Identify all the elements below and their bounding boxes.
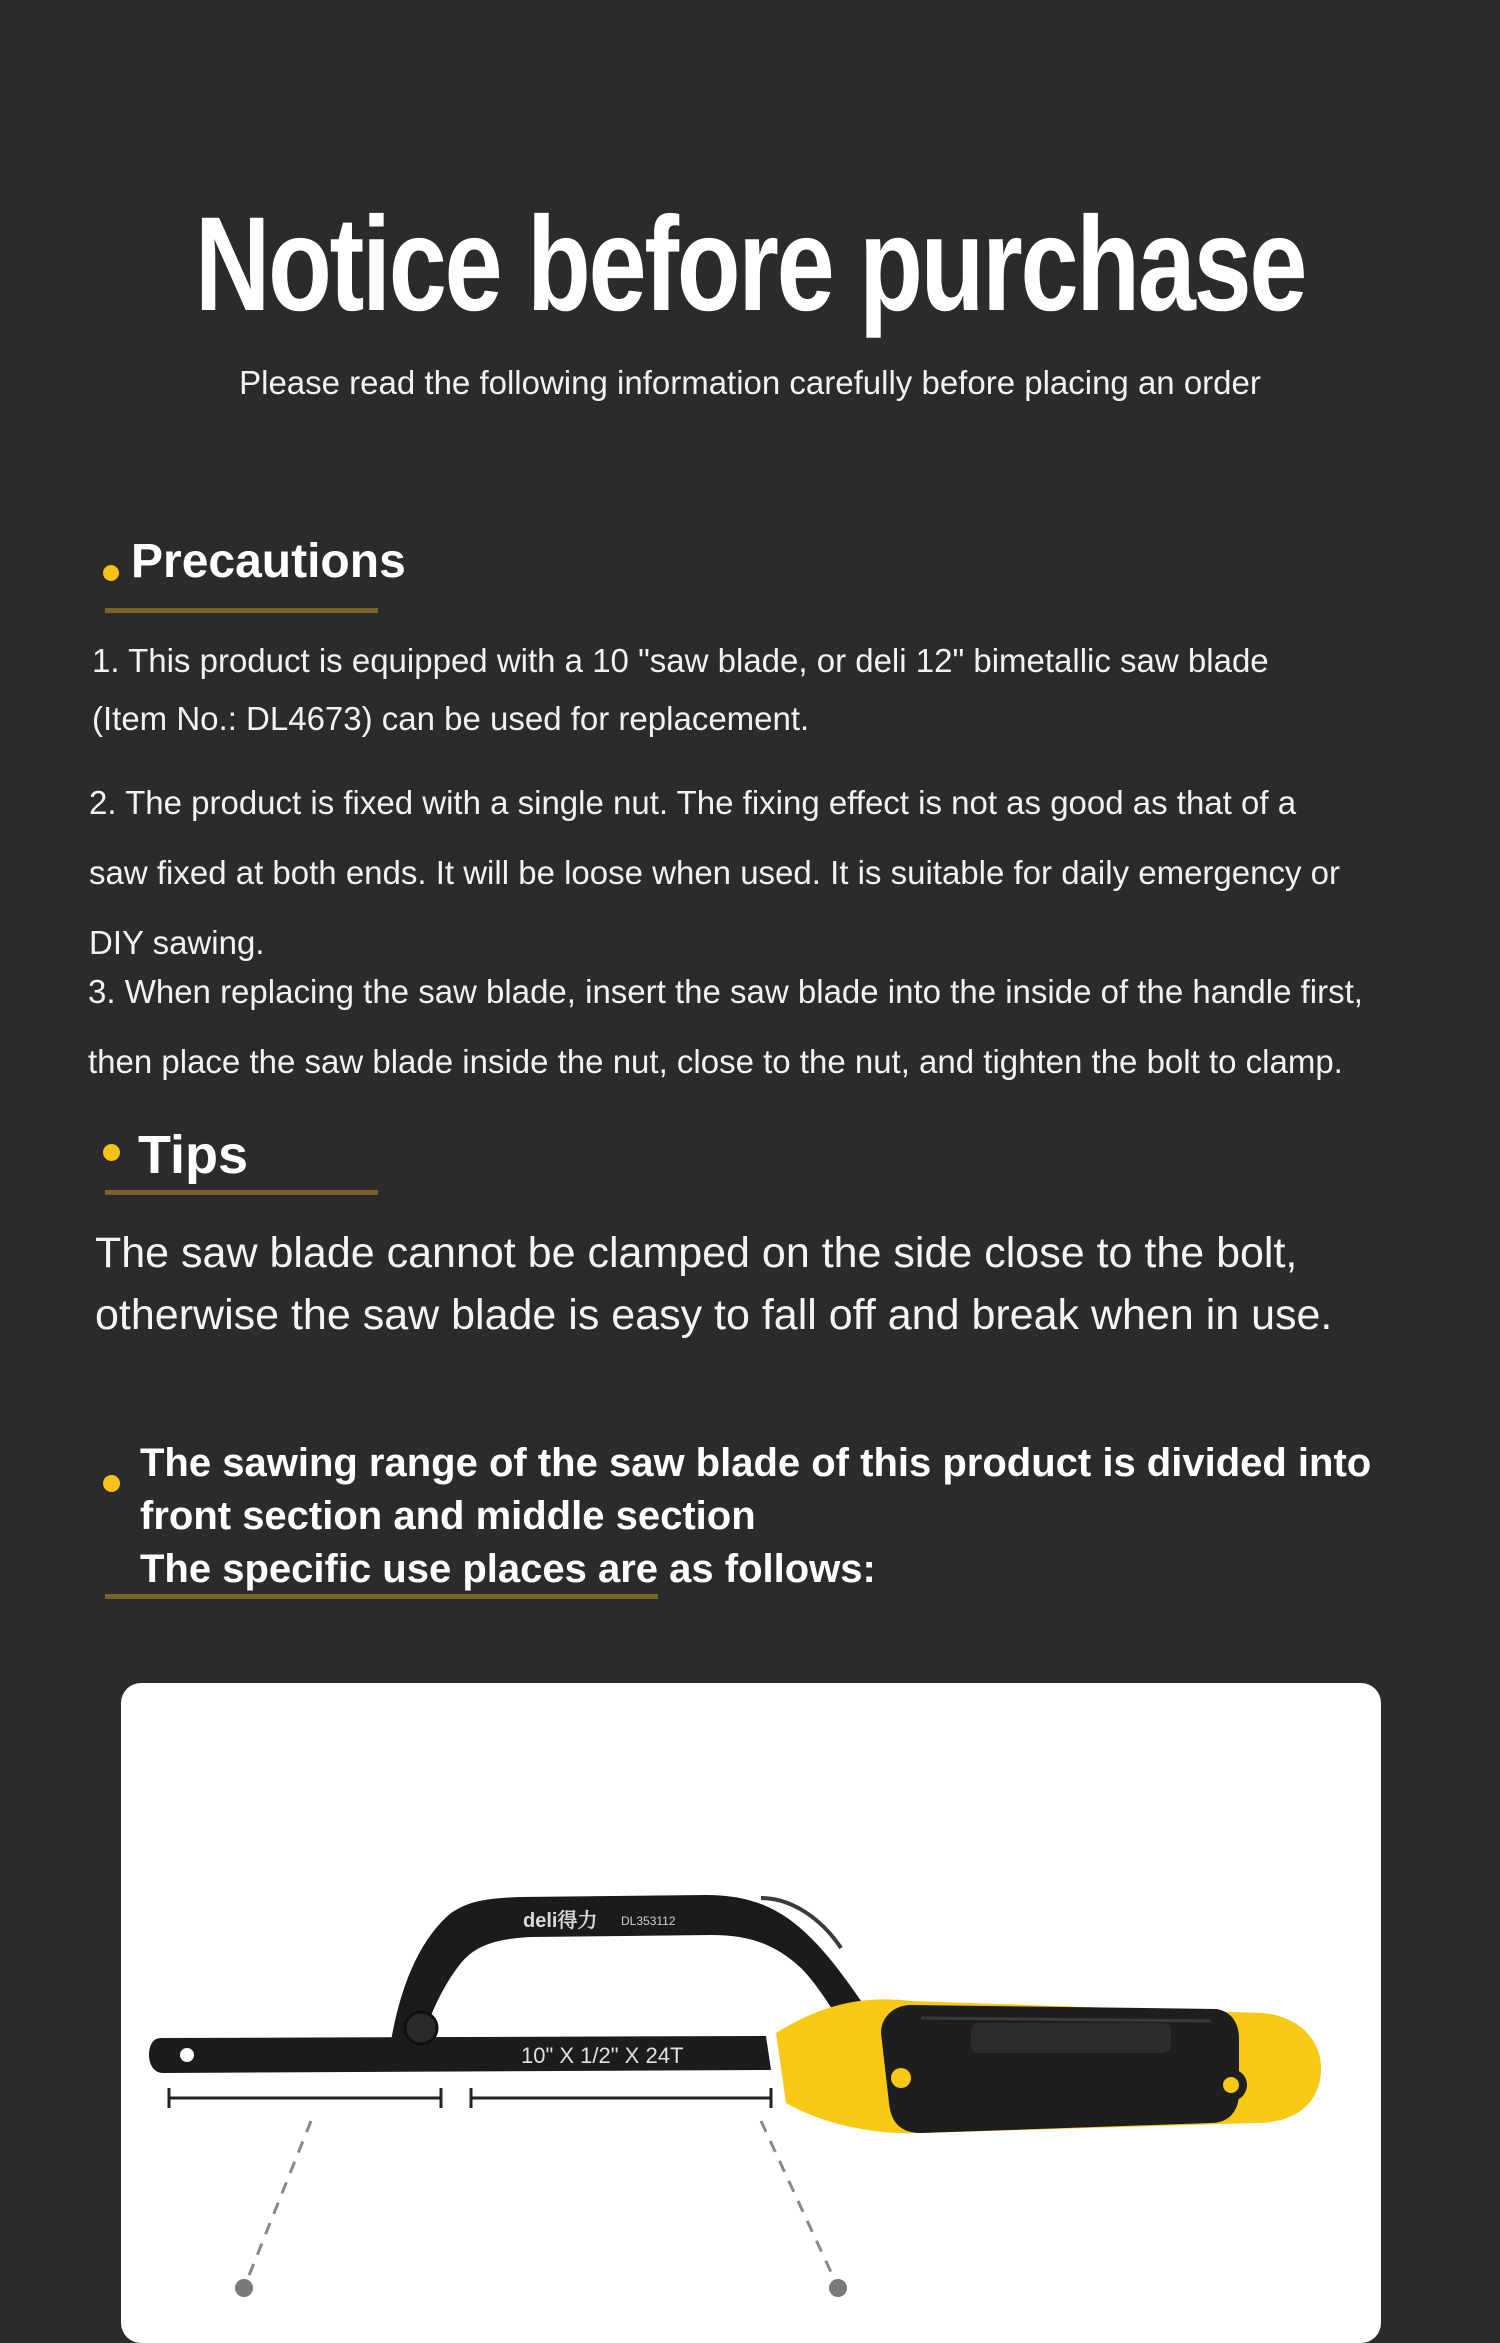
precaution-item-2-line-1: 2. The product is fixed with a single nut. The fixing effect is not as good as that of a [89, 784, 1297, 821]
sawing-range-bullet-icon [103, 1475, 120, 1492]
brand-text: deli得力 [523, 1910, 598, 1932]
tips-text-line-2: otherwise the saw blade is easy to fall off and break when in use. [95, 1291, 1333, 1339]
front-section-bracket [169, 2088, 441, 2108]
precaution-item-1-line-2: (Item No.: DL4673) can be used for replacement. [92, 700, 810, 737]
product-image-card [121, 1683, 1381, 2343]
tips-bullet-icon [103, 1144, 120, 1161]
precaution-item-2-line-3: DIY sawing. [89, 924, 265, 961]
page-subtitle: Please read the following information carefully before placing an order [239, 364, 1261, 401]
sawing-range-heading [140, 1437, 1440, 1596]
tips-heading: Tips [138, 1125, 249, 1185]
sawing-range-underline [105, 1594, 658, 1599]
precautions-bullet-icon [103, 565, 119, 581]
precaution-item-3-line-1: 3. When replacing the saw blade, insert the saw blade into the inside of the handle first, [88, 973, 1363, 1010]
sawing-range-line-2: front section and middle section [140, 1494, 756, 1538]
precaution-item-3-line-2: then place the saw blade inside the nut, close to the nut, and tighten the bolt to clamp. [88, 1043, 1343, 1080]
page-title: Notice before purchase [194, 190, 1306, 339]
sawing-range-line-3: The specific use places are as follows: [140, 1547, 876, 1591]
precaution-item-2-line-2: saw fixed at both ends. It will be loose when used. It is suitable for daily emergency or [89, 854, 1340, 891]
middle-section-pointer [761, 2121, 836, 2283]
blade-hole [180, 2048, 194, 2062]
sawing-range-line-1: The sawing range of the saw blade of this product is divided into [140, 1441, 1372, 1485]
front-section-pointer [246, 2121, 311, 2283]
middle-section-bracket [471, 2088, 771, 2108]
precautions-heading: Precautions [131, 535, 406, 588]
tips-text [95, 1222, 1435, 1346]
precautions-underline [105, 608, 378, 613]
precaution-item-1-line-1: 1. This product is equipped with a 10 "saw blade, or deli 12" bimetallic saw blade [92, 642, 1269, 679]
blade-spec-text: 10" X 1/2" X 24T [521, 2043, 684, 2068]
hacksaw-illustration [121, 1683, 1381, 2343]
bolt-icon [405, 2012, 437, 2044]
precaution-item-3 [88, 957, 1468, 1097]
precaution-item-1 [92, 632, 1452, 748]
model-text: DL353112 [621, 1914, 676, 1928]
tips-underline [105, 1190, 378, 1195]
tips-text-line-1: The saw blade cannot be clamped on the side close to the bolt, [95, 1229, 1298, 1277]
precaution-item-2 [89, 768, 1459, 978]
